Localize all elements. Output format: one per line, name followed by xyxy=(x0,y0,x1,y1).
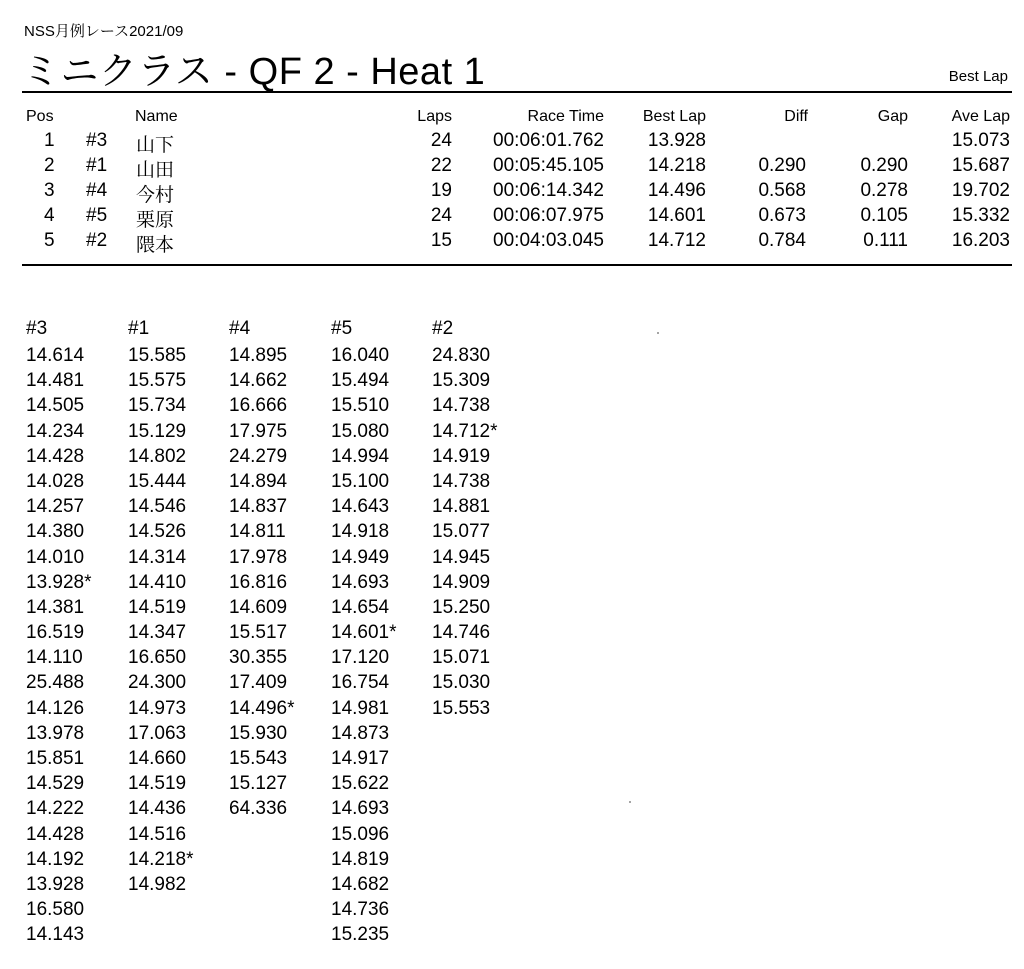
result-pos: 4 xyxy=(44,205,55,226)
results-table xyxy=(0,108,1024,255)
report-subtitle: NSS月例レース2021/09 xyxy=(24,23,184,40)
lap-time: 14.746 xyxy=(432,622,491,644)
result-gap: 0.105 xyxy=(860,205,908,226)
lap-time: 15.517 xyxy=(229,622,288,644)
lap-time: 14.192 xyxy=(26,848,85,870)
result-gap: 0.278 xyxy=(860,180,908,201)
lap-time: 15.494 xyxy=(331,370,390,392)
lap-time: 17.120 xyxy=(331,647,390,669)
lap-time: 14.643 xyxy=(331,496,390,518)
lap-time: 15.930 xyxy=(229,722,288,744)
lap-time: 14.481 xyxy=(26,370,85,392)
lap-time: 14.257 xyxy=(26,496,85,518)
lap-time: 14.614 xyxy=(26,345,85,366)
result-laps: 24 xyxy=(430,205,452,226)
lap-time: 14.811 xyxy=(229,521,286,543)
lap-time: 25.488 xyxy=(26,672,85,694)
lap-time: 14.028 xyxy=(26,470,85,492)
lap-time: 24.279 xyxy=(229,445,288,467)
result-laps: 22 xyxy=(430,155,452,176)
lap-time: 24.830 xyxy=(432,345,491,366)
lap-time: 14.314 xyxy=(128,546,187,568)
lap-time: 15.309 xyxy=(432,370,491,392)
lap-column-header: #5 xyxy=(331,318,353,339)
results-divider xyxy=(22,264,1012,266)
lap-time: 15.030 xyxy=(432,672,491,694)
lap-column xyxy=(26,318,92,948)
lap-time: 14.918 xyxy=(331,521,390,543)
result-diff: 0.673 xyxy=(758,205,806,226)
result-laps: 19 xyxy=(430,180,452,201)
result-best-lap: 14.218 xyxy=(647,155,706,176)
lap-time: 14.516 xyxy=(128,823,187,845)
lap-time: 30.355 xyxy=(229,647,288,669)
result-pos: 1 xyxy=(44,130,55,151)
lap-time: 15.127 xyxy=(229,773,288,795)
lap-column xyxy=(331,318,397,948)
result-row xyxy=(0,230,1024,255)
result-driver-name: 山下 xyxy=(136,135,175,156)
lap-time: 14.693 xyxy=(331,571,390,593)
col-header-laps: Laps xyxy=(417,108,452,125)
lap-time: 14.218* xyxy=(128,848,194,870)
lap-column-header: #4 xyxy=(229,318,251,339)
result-car-number: #5 xyxy=(86,205,108,226)
result-ave-lap: 16.203 xyxy=(951,230,1010,251)
result-race-time: 00:04:03.045 xyxy=(493,230,604,251)
result-driver-name: 隈本 xyxy=(136,235,175,256)
result-race-time: 00:06:01.762 xyxy=(493,130,604,151)
lap-time: 14.693 xyxy=(331,798,390,820)
lap-time: 14.982 xyxy=(128,873,187,895)
lap-time: 15.235 xyxy=(331,924,390,946)
result-laps: 24 xyxy=(430,130,452,151)
lap-time: 14.894 xyxy=(229,470,288,492)
lap-column xyxy=(432,318,498,721)
result-car-number: #3 xyxy=(86,130,108,151)
lap-time: 14.873 xyxy=(331,722,390,744)
lap-time: 14.222 xyxy=(26,798,85,820)
lap-time: 15.250 xyxy=(432,596,491,618)
lap-time: 14.436 xyxy=(128,798,187,820)
lap-time: 15.080 xyxy=(331,420,390,442)
lap-time: 14.519 xyxy=(128,773,187,795)
lap-time: 14.909 xyxy=(432,571,491,593)
lap-time: 14.110 xyxy=(26,647,83,669)
lap-time: 24.300 xyxy=(128,672,187,694)
lap-time: 14.234 xyxy=(26,420,85,442)
lap-time: 15.100 xyxy=(331,470,390,492)
lap-time: 14.819 xyxy=(331,848,390,870)
lap-time: 14.609 xyxy=(229,596,288,618)
col-header-pos: Pos xyxy=(26,108,54,125)
lap-column xyxy=(229,318,295,822)
result-ave-lap: 15.073 xyxy=(951,130,1010,151)
lap-time: 14.736 xyxy=(331,899,390,921)
lap-time: 15.575 xyxy=(128,370,187,392)
result-row xyxy=(0,205,1024,230)
results-header-row xyxy=(0,108,1024,130)
col-header-ave-lap: Ave Lap xyxy=(951,108,1010,125)
lap-time: 13.928* xyxy=(26,571,92,593)
result-row xyxy=(0,155,1024,180)
result-best-lap: 14.712 xyxy=(647,230,706,251)
lap-time: 15.553 xyxy=(432,697,491,719)
lap-time: 17.975 xyxy=(229,420,288,442)
lap-time: 14.917 xyxy=(331,748,390,769)
lap-time: 14.994 xyxy=(331,445,390,467)
result-pos: 5 xyxy=(44,230,55,251)
lap-time: 14.381 xyxy=(26,596,85,618)
lap-time: 14.410 xyxy=(128,571,187,593)
lap-time: 14.347 xyxy=(128,622,187,644)
result-diff: 0.568 xyxy=(758,180,806,201)
lap-time: 14.526 xyxy=(128,521,187,543)
lap-time: 15.734 xyxy=(128,395,187,417)
best-lap-tag: Best Lap xyxy=(948,68,1008,85)
lap-time: 14.428 xyxy=(26,823,85,845)
lap-time: 14.662 xyxy=(229,370,288,392)
lap-time: 15.543 xyxy=(229,748,288,769)
lap-time: 14.529 xyxy=(26,773,85,795)
result-ave-lap: 15.332 xyxy=(951,205,1010,226)
lap-time: 14.126 xyxy=(26,697,85,719)
lap-time: 14.546 xyxy=(128,496,187,518)
result-driver-name: 栗原 xyxy=(136,210,175,231)
lap-time: 17.409 xyxy=(229,672,288,694)
lap-time: 14.660 xyxy=(128,748,187,769)
lap-time: 15.129 xyxy=(128,420,187,442)
lap-time: 14.712* xyxy=(432,420,498,442)
result-gap: 0.290 xyxy=(860,155,908,176)
lap-time: 14.802 xyxy=(128,445,187,467)
lap-time: 17.063 xyxy=(128,722,187,744)
result-race-time: 00:05:45.105 xyxy=(493,155,604,176)
lap-time: 15.444 xyxy=(128,470,187,492)
lap-time: 15.096 xyxy=(331,823,390,845)
lap-time: 14.380 xyxy=(26,521,85,543)
lap-time: 14.949 xyxy=(331,546,390,568)
lap-time: 14.505 xyxy=(26,395,85,417)
lap-time: 14.143 xyxy=(26,924,85,946)
result-pos: 3 xyxy=(44,180,55,201)
col-header-diff: Diff xyxy=(784,108,808,125)
lap-time: 14.682 xyxy=(331,873,390,895)
result-pos: 2 xyxy=(44,155,55,176)
lap-time: 14.973 xyxy=(128,697,187,719)
lap-time: 15.851 xyxy=(26,748,85,769)
lap-time: 15.585 xyxy=(128,345,187,366)
report-title: ミニクラス - QF 2 - Heat 1 xyxy=(22,51,486,93)
col-header-gap: Gap xyxy=(877,108,908,125)
result-row xyxy=(0,130,1024,155)
lap-time: 14.837 xyxy=(229,496,288,518)
col-header-name: Name xyxy=(135,108,178,125)
result-gap: 0.111 xyxy=(863,230,908,251)
lap-time: 16.519 xyxy=(26,622,85,644)
lap-time: 16.650 xyxy=(128,647,187,669)
results-body xyxy=(0,130,1024,255)
lap-time: 13.928 xyxy=(26,873,85,895)
scan-speck xyxy=(657,332,659,334)
col-header-race-time: Race Time xyxy=(527,108,604,125)
lap-time: 14.496* xyxy=(229,697,295,719)
lap-time: 14.919 xyxy=(432,445,491,467)
lap-time: 14.654 xyxy=(331,596,390,618)
lap-time: 16.754 xyxy=(331,672,390,694)
result-best-lap: 13.928 xyxy=(647,130,706,151)
result-car-number: #1 xyxy=(86,155,108,176)
result-driver-name: 今村 xyxy=(136,185,175,206)
lap-time: 14.881 xyxy=(432,496,491,518)
lap-time: 14.738 xyxy=(432,470,491,492)
result-ave-lap: 15.687 xyxy=(951,155,1010,176)
lap-time: 14.601* xyxy=(331,622,397,644)
result-car-number: #4 xyxy=(86,180,108,201)
lap-time: 15.622 xyxy=(331,773,390,795)
lap-column xyxy=(128,318,194,897)
lap-time: 13.978 xyxy=(26,722,85,744)
result-row xyxy=(0,180,1024,205)
lap-time: 64.336 xyxy=(229,798,288,820)
lap-column-header: #1 xyxy=(128,318,150,339)
lap-time: 15.071 xyxy=(432,647,491,669)
lap-time: 16.040 xyxy=(331,345,390,366)
lap-time: 17.978 xyxy=(229,546,288,568)
lap-time: 15.077 xyxy=(432,521,491,543)
lap-column-header: #2 xyxy=(432,318,454,339)
lap-time: 14.519 xyxy=(128,596,187,618)
lap-column-header: #3 xyxy=(26,318,48,339)
lap-time: 14.738 xyxy=(432,395,491,417)
result-car-number: #2 xyxy=(86,230,108,251)
col-header-best-lap: Best Lap xyxy=(642,108,706,125)
lap-time: 14.428 xyxy=(26,445,85,467)
result-race-time: 00:06:07.975 xyxy=(493,205,604,226)
lap-time: 16.666 xyxy=(229,395,288,417)
scan-speck xyxy=(629,801,631,803)
lap-time: 14.981 xyxy=(331,697,390,719)
lap-time: 14.945 xyxy=(432,546,491,568)
result-ave-lap: 19.702 xyxy=(951,180,1010,201)
result-diff: 0.784 xyxy=(758,230,806,251)
lap-time: 14.895 xyxy=(229,345,288,366)
result-laps: 15 xyxy=(430,230,452,251)
lap-time: 14.010 xyxy=(26,546,85,568)
lap-time: 16.816 xyxy=(229,571,288,593)
header-divider xyxy=(22,91,1012,93)
result-race-time: 00:06:14.342 xyxy=(493,180,604,201)
lap-time: 16.580 xyxy=(26,899,85,921)
result-best-lap: 14.496 xyxy=(647,180,706,201)
lap-time: 15.510 xyxy=(331,395,390,417)
result-driver-name: 山田 xyxy=(136,160,175,181)
result-diff: 0.290 xyxy=(758,155,806,176)
result-best-lap: 14.601 xyxy=(647,205,706,226)
